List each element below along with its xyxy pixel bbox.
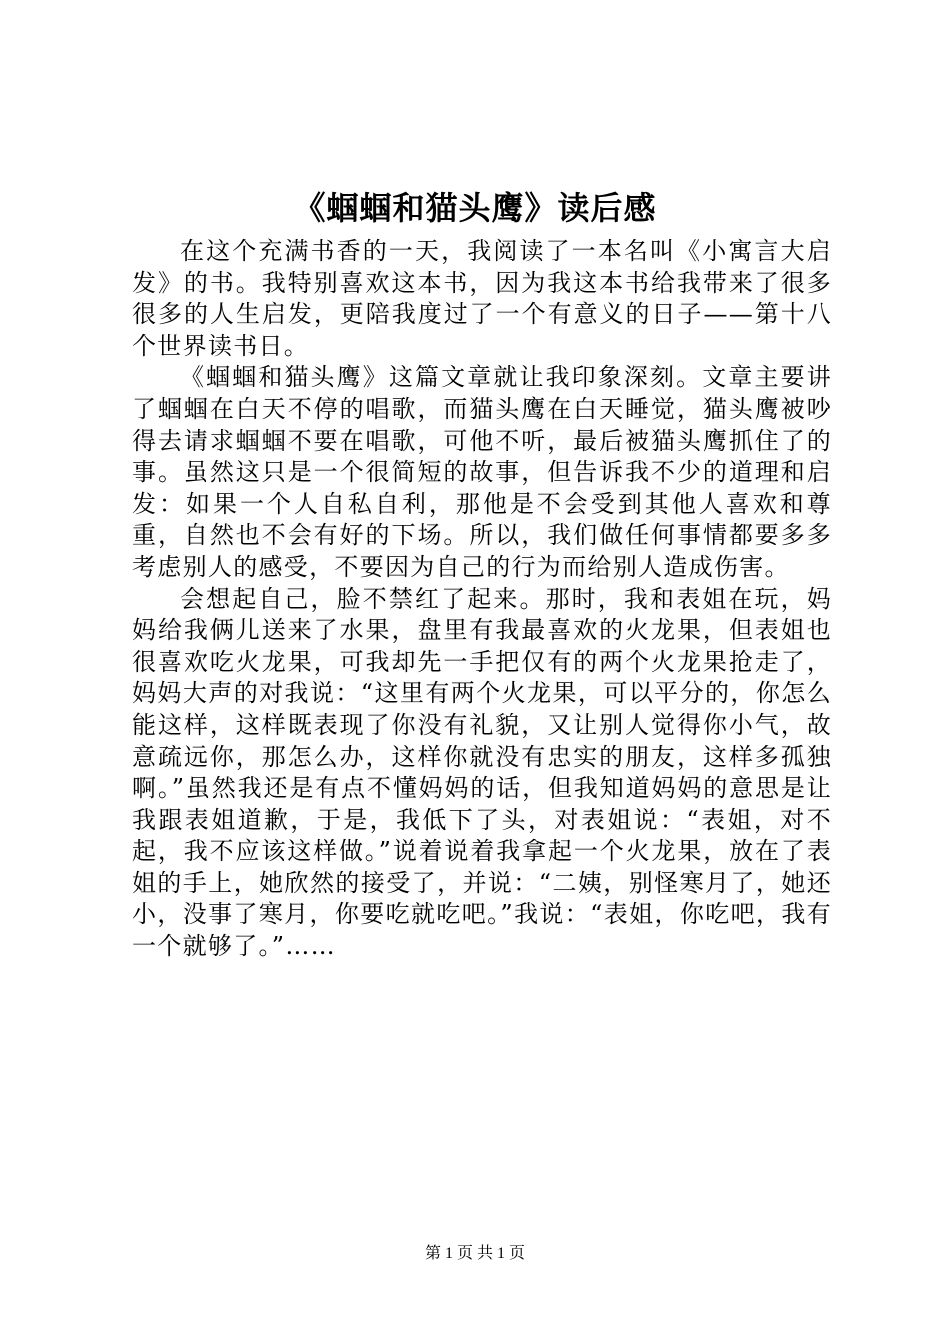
paragraph-1: 在这个充满书香的一天，我阅读了一本名叫《小寓言大启发》的书。我特别喜欢这本书，因为我这本书给我带来了很多很多的人生启发，更陪我度过了一个有意义的日子——第十八个世界读书日。 bbox=[132, 237, 832, 360]
document-title: 《蝈蝈和猫头鹰》读后感 bbox=[293, 189, 657, 227]
page-footer: 第 1 页 共 1 页 bbox=[424, 1245, 525, 1262]
paragraph-2: 《蝈蝈和猫头鹰》这篇文章就让我印象深刻。文章主要讲了蝈蝈在白天不停的唱歌，而猫头鹰在白天睡觉，猫头鹰被吵得去请求蝈蝈不要在唱歌，可他不听，最后被猫头鹰抓住了的事。虽然这只是一个很简短的故事，但告诉我不少的道理和启发：如果一个人自私自利，那他是不会受到其他人喜欢和尊重，自然也不会有好的下场。所以，我们做任何事情都要多多考虑别人的感受，不要因为自己的行为而给别人造成伤害。 bbox=[132, 363, 832, 581]
document-body bbox=[132, 236, 832, 963]
paragraph-3: 会想起自己，脸不禁红了起来。那时，我和表姐在玩，妈妈给我俩儿送来了水果，盘里有我最喜欢的火龙果，但表姐也很喜欢吃火龙果，可我却先一手把仅有的两个火龙果抢走了，妈妈大声的对我说：“这里有两个火龙果，可以平分的，你怎么能这样，这样既表现了你没有礼貌，又让别人觉得你小气，故意疏远你，那怎么办，这样你就没有忠实的朋友，这样多孤独啊。”虽然我还是有点不懂妈妈的话，但我知道妈妈的意思是让我跟表姐道歉，于是，我低下了头，对表姐说：“表姐，对不起，我不应该这样做。”说着说着我拿起一个火龙果，放在了表姐的手上，她欣然的接受了，并说：“二姨，别怪寒月了，她还小，没事了寒月，你要吃就吃吧。”我说：“表姐，你吃吧，我有一个就够了。”…… bbox=[132, 584, 832, 961]
